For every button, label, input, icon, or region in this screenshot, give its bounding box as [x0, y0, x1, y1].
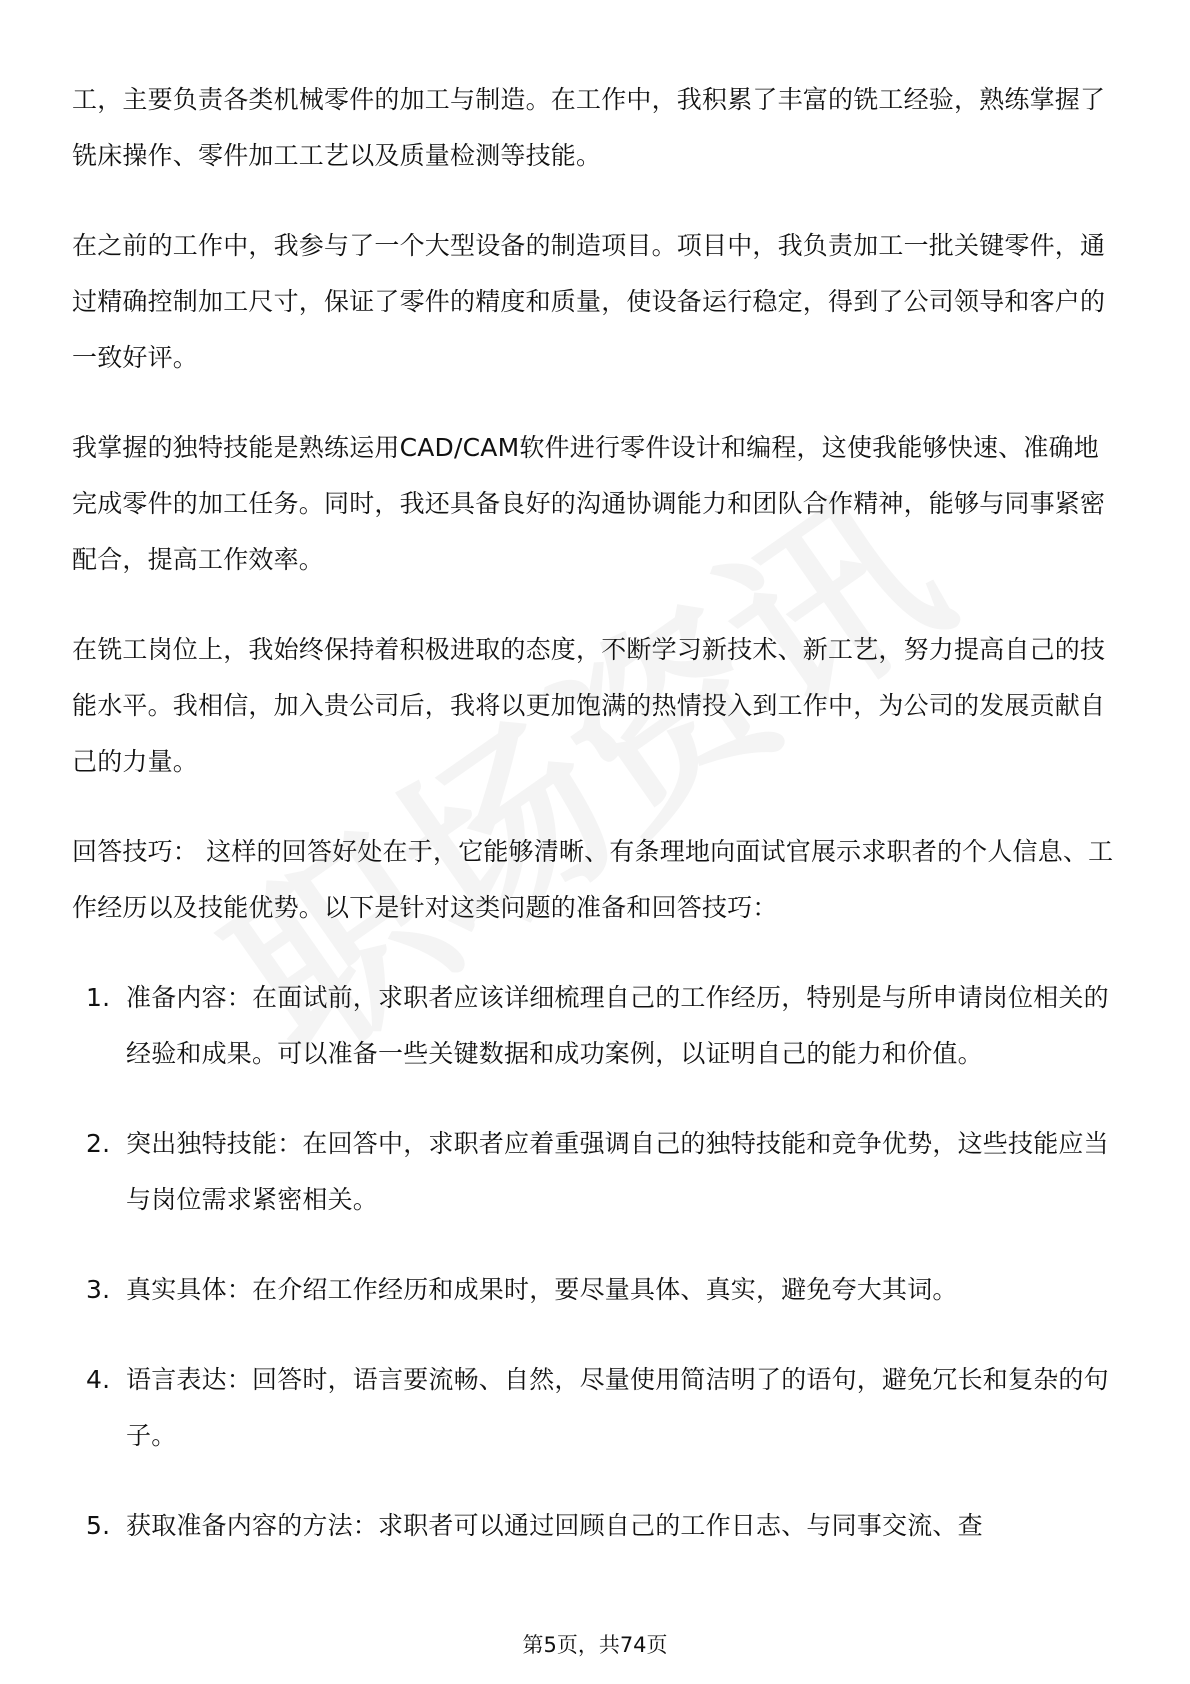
list-text: 获取准备内容的方法：求职者可以通过回顾自己的工作日志、与同事交流、查: [126, 1511, 983, 1540]
list-item: [72, 1116, 1124, 1228]
paragraph: 回答技巧： 这样的回答好处在于，它能够清晰、有条理地向面试官展示求职者的个人信息、工作经历以及技能优势。以下是针对这类问题的准备和回答技巧：: [72, 837, 1114, 922]
list-text: 语言表达：回答时，语言要流畅、自然，尽量使用简洁明了的语句，避免冗长和复杂的句子。: [126, 1365, 1109, 1450]
list-text: 准备内容：在面试前，求职者应该详细梳理自己的工作经历，特别是与所申请岗位相关的经验和成果。可以准备一些关键数据和成功案例，以证明自己的能力和价值。: [126, 983, 1109, 1068]
paragraph: 在之前的工作中，我参与了一个大型设备的制造项目。项目中，我负责加工一批关键零件，通过精确控制加工尺寸，保证了零件的精度和质量，使设备运行稳定，得到了公司领导和客户的一致好评。: [72, 231, 1106, 372]
list-number: 2.: [86, 1129, 111, 1158]
document-body: [72, 72, 1124, 1588]
list-item: [72, 970, 1124, 1082]
list-number: 4.: [86, 1365, 111, 1394]
list-text: 突出独特技能：在回答中，求职者应着重强调自己的独特技能和竞争优势，这些技能应当与岗位需求紧密相关。: [126, 1129, 1109, 1214]
list-text: 真实具体：在介绍工作经历和成果时，要尽量具体、真实，避免夸大其词。: [126, 1275, 958, 1304]
list-item: [72, 1498, 1124, 1554]
list-number: 5.: [86, 1511, 111, 1540]
page-footer: 第5页，共74页: [522, 1633, 668, 1657]
list-item: [72, 1262, 1124, 1318]
list-item: [72, 1352, 1124, 1464]
list-number: 3.: [86, 1275, 111, 1304]
list-number: 1.: [86, 983, 111, 1012]
paragraph: 工，主要负责各类机械零件的加工与制造。在工作中，我积累了丰富的铣工经验，熟练掌握了铣床操作、零件加工工艺以及质量检测等技能。: [72, 85, 1106, 170]
paragraph: 在铣工岗位上，我始终保持着积极进取的态度，不断学习新技术、新工艺，努力提高自己的技能水平。我相信，加入贵公司后，我将以更加饱满的热情投入到工作中，为公司的发展贡献自己的力量。: [72, 635, 1106, 776]
paragraph: 我掌握的独特技能是熟练运用CAD/CAM软件进行零件设计和编程，这使我能够快速、准确地完成零件的加工任务。同时，我还具备良好的沟通协调能力和团队合作精神，能够与同事紧密配合，提高工作效率。: [72, 433, 1106, 574]
tips-list: [72, 970, 1124, 1554]
